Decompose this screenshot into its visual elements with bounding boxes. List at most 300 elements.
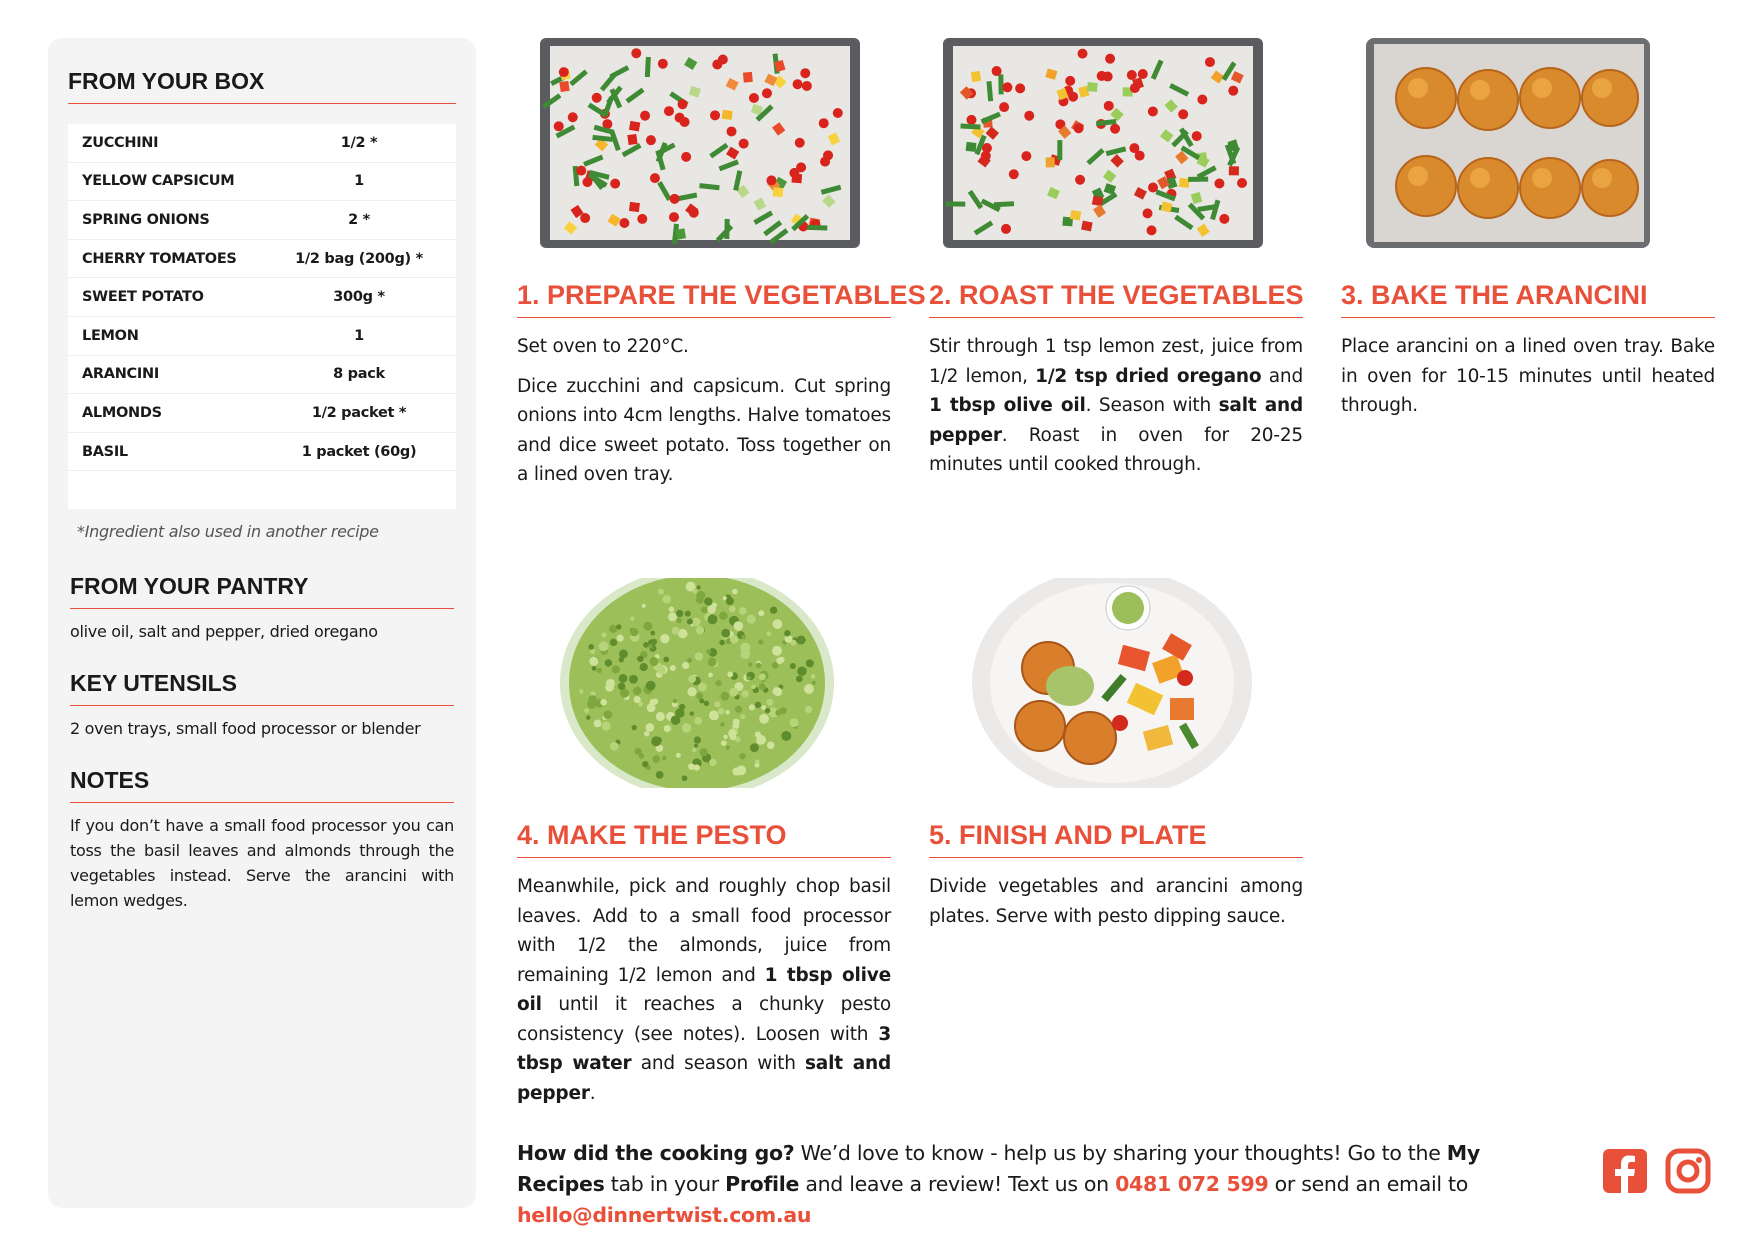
vegetable-piece xyxy=(1179,178,1190,188)
pesto-speck xyxy=(727,671,733,677)
pesto-speck xyxy=(733,719,740,726)
pesto-speck xyxy=(694,744,698,748)
vegetable-piece xyxy=(791,174,802,184)
pesto-speck xyxy=(617,635,624,642)
ingredient-row xyxy=(68,278,456,317)
pesto-speck xyxy=(616,624,621,629)
pesto-speck xyxy=(756,663,762,669)
text-run: and leave a review! Text us on xyxy=(799,1172,1116,1196)
pesto-speck xyxy=(767,631,772,636)
ingredient-name: ZUCCHINI xyxy=(82,134,159,151)
pesto-speck xyxy=(708,658,717,667)
pesto-speck xyxy=(790,663,796,669)
pesto-speck xyxy=(747,615,756,624)
vegetable-piece xyxy=(1074,123,1084,133)
vegetable-piece xyxy=(795,138,805,148)
vegetable-piece xyxy=(966,115,976,125)
pesto-speck xyxy=(619,657,624,662)
pesto-speck xyxy=(755,731,761,737)
vegetable-piece xyxy=(627,134,637,145)
pesto-speck xyxy=(649,657,658,666)
pesto-speck xyxy=(749,704,755,710)
vegetable-piece xyxy=(592,93,602,103)
vegetable-piece xyxy=(1219,214,1229,224)
vegetable-piece xyxy=(971,71,981,82)
step-text xyxy=(517,872,891,1108)
step-bake-arancini xyxy=(1341,280,1715,421)
pesto-speck xyxy=(750,743,759,752)
vegetable-piece xyxy=(712,59,722,69)
step-paragraph: Set oven to 220°C. xyxy=(517,336,689,357)
text-run: Stir through 1 tsp lemon zest, juice from 1/2 lemon, xyxy=(929,336,1303,387)
pesto-speck xyxy=(748,663,752,667)
vegetable-piece xyxy=(1135,151,1145,161)
pesto-speck xyxy=(751,684,756,689)
pesto-speck xyxy=(663,657,669,663)
pesto-speck xyxy=(599,641,609,651)
pesto-speck xyxy=(701,606,708,613)
vegetable-piece xyxy=(631,48,641,58)
pesto-speck xyxy=(725,710,730,715)
notes-section xyxy=(70,767,454,913)
pesto-speck xyxy=(682,723,692,733)
pesto-speck xyxy=(708,614,718,624)
vegetable-piece xyxy=(675,113,685,123)
vegetable-piece xyxy=(1070,210,1081,220)
vegetable-piece xyxy=(1015,83,1025,93)
pesto-speck xyxy=(610,639,617,646)
pesto-speck xyxy=(632,725,637,730)
pesto-speck xyxy=(618,683,626,691)
vegetable-piece xyxy=(793,79,803,89)
vegetable-piece xyxy=(749,93,759,103)
pesto-speck xyxy=(721,629,730,638)
pantry-text: olive oil, salt and pepper, dried oregano xyxy=(70,622,378,641)
pesto-speck xyxy=(609,625,617,633)
ingredient-row xyxy=(68,433,456,472)
vegetable-piece xyxy=(637,214,647,224)
pesto-speck xyxy=(601,632,606,637)
pesto-speck xyxy=(772,646,782,656)
vegetable-piece xyxy=(1229,166,1239,175)
pesto-speck xyxy=(670,665,676,671)
bold-run: salt and pepper xyxy=(929,395,1303,446)
pesto-speck xyxy=(644,731,649,736)
vegetable-piece xyxy=(960,123,980,129)
pesto-speck xyxy=(612,665,620,673)
vegetable-piece xyxy=(681,152,691,162)
pesto-speck xyxy=(619,674,628,683)
vegetable-piece xyxy=(619,218,629,228)
ingredient-qty: 1 packet (60g) xyxy=(301,443,417,460)
vegetable-piece xyxy=(1075,175,1085,185)
pesto-speck xyxy=(718,708,725,715)
pesto-speck xyxy=(709,710,719,720)
pesto-speck xyxy=(638,701,643,706)
pesto-speck xyxy=(719,611,728,620)
pesto-speck xyxy=(676,618,681,623)
text-run: . xyxy=(589,1082,596,1104)
pesto-speck xyxy=(668,612,677,621)
step-roast-vegetables xyxy=(929,280,1303,480)
vegetable-piece xyxy=(1127,70,1137,80)
vegetable-piece xyxy=(1021,151,1031,161)
pesto-speck xyxy=(586,715,591,720)
pantry-section xyxy=(70,573,454,644)
step-text: Place arancini on a lined oven tray. Bake in oven for 10-15 minutes until heated through. xyxy=(1341,336,1715,416)
text-run: . Roast in oven for 20-25 minutes until cooked through. xyxy=(929,424,1303,475)
vegetable-piece xyxy=(1197,95,1207,105)
vegetable-piece xyxy=(743,72,753,83)
pesto-speck xyxy=(709,759,716,766)
pesto-speck xyxy=(588,695,597,704)
pesto-speck xyxy=(696,692,703,699)
pesto-speck xyxy=(597,668,602,673)
vegetable-piece xyxy=(646,135,656,145)
vegetable-piece xyxy=(576,166,586,176)
ingredient-name: SPRING ONIONS xyxy=(82,211,210,228)
ingredient-row-empty xyxy=(68,471,456,509)
pesto-speck xyxy=(645,723,654,732)
vegetable-piece xyxy=(1046,157,1055,167)
pesto-speck xyxy=(766,699,773,706)
pesto-speck xyxy=(723,735,727,739)
pesto-speck xyxy=(688,675,696,683)
pesto-speck xyxy=(635,748,642,755)
pesto-speck xyxy=(660,634,669,643)
pesto-speck xyxy=(804,684,814,694)
utensils-section xyxy=(70,670,454,741)
ingredient-name: SWEET POTATO xyxy=(82,289,204,306)
notes-text: If you don’t have a small food processor you can toss the basil leaves and almonds through the vegetables instead. Serve the arancini with lemon wedges. xyxy=(70,816,454,910)
vegetable-piece xyxy=(820,157,830,167)
pesto-speck xyxy=(755,702,761,708)
vegetable-piece xyxy=(669,212,679,222)
pesto-speck xyxy=(780,707,787,714)
pesto-speck xyxy=(759,683,766,690)
pesto-speck xyxy=(605,659,612,666)
vegetable-piece xyxy=(1009,169,1019,179)
vegetable-piece xyxy=(559,81,569,92)
vegetable-piece xyxy=(1104,101,1114,111)
bold-run: 1 tbsp olive oil xyxy=(929,395,1086,416)
pesto-speck xyxy=(663,595,671,603)
notes-heading: NOTES xyxy=(70,767,454,803)
ingredient-qty: 1/2 packet * xyxy=(311,404,407,421)
utensils-text: 2 oven trays, small food processor or blender xyxy=(70,719,421,738)
vegetable-piece xyxy=(1001,224,1011,234)
pesto-speck xyxy=(811,674,816,679)
pesto-speck xyxy=(682,662,689,669)
pesto-speck xyxy=(672,627,680,635)
vegetable-piece xyxy=(722,110,733,120)
pesto-speck xyxy=(630,628,638,636)
pesto-speck xyxy=(687,687,696,696)
vegetable-piece xyxy=(610,179,620,189)
pesto-speck xyxy=(726,746,730,750)
pesto-speck xyxy=(679,704,685,710)
pesto-speck xyxy=(758,610,764,616)
vegetable-piece xyxy=(773,187,784,197)
vegetable-piece xyxy=(762,88,772,98)
pesto-speck xyxy=(652,699,658,705)
vegetable-piece xyxy=(1130,83,1140,93)
vegetable-piece xyxy=(1205,57,1215,67)
pesto-speck xyxy=(714,701,720,707)
text-run: . Season with xyxy=(1085,395,1219,416)
vegetable-piece xyxy=(1078,49,1088,59)
vegetable-piece xyxy=(1148,182,1158,192)
pesto-speck xyxy=(650,631,655,636)
pesto-speck xyxy=(652,755,660,763)
vegetable-piece xyxy=(1103,72,1113,82)
pesto-speck xyxy=(773,687,782,696)
pesto-speck xyxy=(687,658,692,663)
pesto-speck xyxy=(739,607,747,615)
ingredient-qty: 1 xyxy=(354,173,364,190)
step-title: 3. BAKE THE ARANCINI xyxy=(1341,280,1715,318)
text-run: Meanwhile, pick and roughly chop basil leaves. Add to a small food processor with 1/2 the almonds, juice from remaining 1/2 lemon and xyxy=(517,876,891,986)
pesto-speck xyxy=(688,763,695,770)
step-text xyxy=(517,332,891,490)
instagram-icon[interactable] xyxy=(1665,1148,1711,1194)
vegetable-piece xyxy=(675,228,686,239)
vegetable-piece xyxy=(833,108,843,118)
pesto-speck xyxy=(732,589,738,595)
ingredient-qty: 1/2 bag (200g) * xyxy=(295,250,423,267)
ingredient-name: CHERRY TOMATOES xyxy=(82,250,237,267)
pesto-speck xyxy=(779,657,785,663)
pesto-speck xyxy=(606,679,615,688)
pesto-speck xyxy=(741,649,751,659)
step-title: 5. FINISH AND PLATE xyxy=(929,820,1303,858)
utensils-heading: KEY UTENSILS xyxy=(70,670,454,706)
step-finish-and-plate xyxy=(929,820,1303,931)
pesto-speck xyxy=(589,657,598,666)
pesto-speck xyxy=(699,699,704,704)
vegetable-piece xyxy=(807,225,827,231)
vegetable-piece xyxy=(1057,140,1062,160)
vegetable-piece xyxy=(1188,177,1208,182)
vegetable-piece xyxy=(998,74,1003,94)
ingredient-qty: 8 pack xyxy=(333,366,385,383)
text-run: and season with xyxy=(631,1053,805,1074)
vegetable-piece xyxy=(999,102,1009,112)
vegetable-piece xyxy=(580,213,590,223)
pesto-speck xyxy=(805,706,812,713)
pesto-speck xyxy=(664,725,670,731)
pesto-speck xyxy=(767,741,775,749)
vegetable-piece xyxy=(724,219,729,239)
pesto-speck xyxy=(726,597,734,605)
pesto-speck xyxy=(790,718,799,727)
pesto-speck xyxy=(629,675,638,684)
pesto-speck xyxy=(742,690,749,697)
pesto-speck xyxy=(642,761,648,767)
pesto-speck xyxy=(728,729,736,737)
vegetable-piece xyxy=(796,162,806,172)
vegetable-piece xyxy=(678,99,688,109)
ingredient-name: LEMON xyxy=(82,327,139,344)
pesto-speck xyxy=(730,635,739,644)
pesto-speck xyxy=(770,607,777,614)
ingredient-name: ARANCINI xyxy=(82,366,159,383)
pesto-speck xyxy=(610,742,619,751)
pesto-speck xyxy=(704,701,709,706)
vegetable-piece xyxy=(710,110,720,120)
pesto-speck xyxy=(758,639,763,644)
vegetable-piece xyxy=(645,57,651,77)
step-make-pesto xyxy=(517,820,891,1108)
vegetable-piece xyxy=(727,126,737,136)
pesto-speck xyxy=(696,596,704,604)
pesto-speck xyxy=(584,708,589,713)
facebook-icon[interactable] xyxy=(1602,1148,1648,1194)
vegetable-piece xyxy=(982,143,992,153)
pesto-speck xyxy=(594,720,602,728)
pesto-speck xyxy=(642,604,646,608)
pesto-speck xyxy=(700,748,708,756)
pesto-speck xyxy=(736,765,746,775)
pesto-speck xyxy=(651,736,661,746)
step-title: 4. MAKE THE PESTO xyxy=(517,820,891,858)
vegetable-piece xyxy=(1065,76,1075,86)
vegetables-tray-photo xyxy=(540,38,860,248)
pesto-speck xyxy=(704,597,712,605)
vegetable-piece xyxy=(1237,178,1247,188)
pantry-heading: FROM YOUR PANTRY xyxy=(70,573,454,609)
vegetable-piece xyxy=(819,118,829,128)
ingredient-qty: 2 * xyxy=(348,211,370,228)
pesto-speck xyxy=(694,736,701,743)
pesto-speck xyxy=(602,721,611,730)
vegetable-piece xyxy=(739,139,749,149)
ingredient-name: ALMONDS xyxy=(82,404,162,421)
ingredient-row xyxy=(68,163,456,202)
bold-run: 1 tbsp olive oil xyxy=(517,964,891,1015)
pesto-speck xyxy=(657,666,666,675)
step-prepare-vegetables xyxy=(517,280,926,490)
vegetable-piece xyxy=(650,173,660,183)
vegetable-piece xyxy=(945,201,965,206)
pesto-speck xyxy=(687,619,693,625)
pesto-speck xyxy=(643,642,649,648)
pesto-speck xyxy=(812,681,816,685)
pesto-speck xyxy=(735,706,742,713)
pesto-speck xyxy=(669,607,675,613)
step-title: 1. PREPARE THE VEGETABLES xyxy=(517,280,891,318)
bold-run: 1/2 tsp dried oregano xyxy=(1035,365,1262,387)
pesto-speck xyxy=(706,649,711,654)
pesto-speck xyxy=(720,722,724,726)
ingredient-name: YELLOW CAPSICUM xyxy=(82,173,235,190)
from-your-box-heading: FROM YOUR BOX xyxy=(68,68,456,104)
pesto-speck xyxy=(797,635,806,644)
vegetable-piece xyxy=(1147,225,1157,235)
pesto-speck xyxy=(759,673,766,680)
pesto-speck xyxy=(588,644,594,650)
vegetable-piece xyxy=(1228,86,1238,96)
vegetable-piece xyxy=(966,142,977,152)
pesto-speck xyxy=(656,712,665,721)
vegetable-piece xyxy=(640,111,650,121)
pesto-speck xyxy=(721,692,730,701)
ingredient-row xyxy=(68,317,456,356)
pesto-speck xyxy=(592,666,597,671)
pesto-speck xyxy=(648,644,652,648)
phone-link[interactable]: 0481 072 599 xyxy=(1115,1172,1269,1196)
pesto-speck xyxy=(746,676,751,681)
pesto-speck xyxy=(637,657,642,662)
pesto-speck xyxy=(658,589,664,595)
pesto-speck xyxy=(708,673,713,678)
pesto-speck xyxy=(692,618,701,627)
pesto-speck xyxy=(765,708,770,713)
pesto-speck xyxy=(729,688,738,697)
ingredient-qty: 300g * xyxy=(333,289,385,306)
ingredient-row xyxy=(68,124,456,163)
pesto-speck xyxy=(690,711,694,715)
pesto-speck xyxy=(695,652,703,660)
email-link[interactable]: hello@dinnertwist.com.au xyxy=(517,1203,812,1227)
pesto-speck xyxy=(633,687,642,696)
vegetable-piece xyxy=(1214,179,1224,189)
pesto-speck xyxy=(739,753,745,759)
pesto-speck xyxy=(676,753,681,758)
ingredient-name: BASIL xyxy=(82,443,128,460)
text-run: We’d love to know - help us by sharing your thoughts! Go to the xyxy=(794,1141,1447,1165)
pesto-speck xyxy=(630,616,634,620)
pesto-bowl-photo xyxy=(560,578,835,788)
step-title: 2. ROAST THE VEGETABLES xyxy=(929,280,1303,318)
pesto-speck xyxy=(696,626,704,634)
pesto-speck xyxy=(719,640,725,646)
pesto-speck xyxy=(600,699,607,706)
ingredient-footnote: *Ingredient also used in another recipe xyxy=(77,522,379,541)
ingredients-table xyxy=(68,124,456,509)
pesto-speck xyxy=(729,606,736,613)
vegetable-piece xyxy=(658,59,668,69)
pesto-speck xyxy=(640,663,648,671)
pesto-speck xyxy=(579,689,583,693)
vegetable-piece xyxy=(1092,196,1104,207)
vegetable-piece xyxy=(800,68,810,78)
vegetable-piece xyxy=(1105,54,1115,64)
pesto-speck xyxy=(693,589,698,594)
pesto-speck xyxy=(755,763,760,768)
pesto-speck xyxy=(656,771,664,779)
vegetable-piece xyxy=(1068,92,1078,102)
text-run: tab in your xyxy=(604,1172,726,1196)
text-run: or send an email to xyxy=(1268,1172,1468,1196)
pesto-speck xyxy=(651,639,657,645)
vegetable-piece xyxy=(1002,82,1012,92)
vegetable-piece xyxy=(1148,106,1158,116)
ingredient-qty: 1/2 * xyxy=(340,134,378,151)
vegetable-piece xyxy=(664,106,674,116)
text-run: until it reaches a chunky pesto consistency (see notes). Loosen with xyxy=(517,994,891,1045)
step-paragraph: Dice zucchini and capsicum. Cut spring onions into 4cm lengths. Halve tomatoes and dice sweet potato. Toss together on a lined oven tray. xyxy=(517,375,891,485)
ingredient-row xyxy=(68,394,456,433)
pesto-speck xyxy=(715,680,721,686)
vegetable-piece xyxy=(568,112,578,122)
pesto-speck xyxy=(741,635,746,640)
pesto-speck xyxy=(707,605,716,614)
pesto-speck xyxy=(796,676,803,683)
vegetable-piece xyxy=(766,175,776,185)
bold-run: salt and pepper xyxy=(517,1053,891,1104)
text-run: and xyxy=(1261,365,1303,387)
